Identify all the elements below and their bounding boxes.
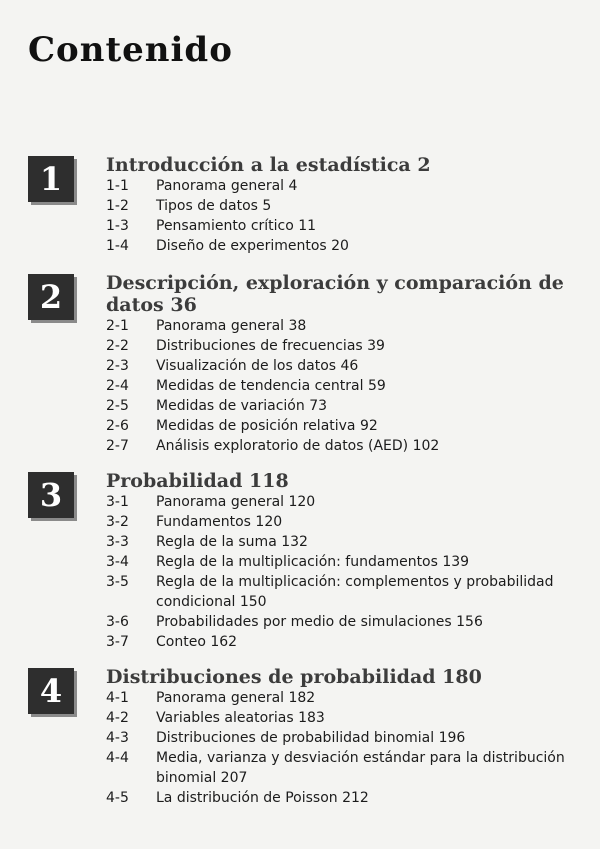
section-title: Regla de la multiplicación: complementos y probabilidad condicional 150 [156,574,554,610]
section-number: 4-1 [106,690,129,706]
section-list [106,176,586,256]
toc-entry[interactable] [106,708,586,728]
section-number: 2-7 [106,438,129,454]
section-number: 4-5 [106,790,129,806]
toc-entry[interactable] [106,788,586,808]
chapter-title[interactable]: Distribuciones de probabilidad 180 [106,666,482,688]
toc-entry[interactable] [106,216,586,236]
toc-entry[interactable] [106,436,586,456]
toc-entry[interactable] [106,552,586,572]
toc-entry[interactable] [106,176,586,196]
section-title: Medidas de variación 73 [156,398,328,414]
section-title: Regla de la suma 132 [156,534,308,550]
section-title: Diseño de experimentos 20 [156,238,349,254]
page-title: Contenido [28,30,233,70]
toc-entry[interactable] [106,728,586,748]
chapter-number-badge: 3 [28,472,74,518]
chapter-title[interactable]: Probabilidad 118 [106,470,289,492]
section-number: 3-7 [106,634,129,650]
section-number: 2-5 [106,398,129,414]
section-number: 3-6 [106,614,129,630]
toc-entry[interactable] [106,356,586,376]
chapter-number-badge: 4 [28,668,74,714]
section-number: 1-3 [106,218,129,234]
section-title: Panorama general 182 [156,690,316,706]
section-number: 1-4 [106,238,129,254]
section-title: Regla de la multiplicación: fundamentos 139 [156,554,470,570]
toc-entry[interactable] [106,612,586,632]
section-number: 2-3 [106,358,129,374]
section-title: Conteo 162 [156,634,238,650]
chapter-title[interactable]: Descripción, exploración y comparación de datos 36 [106,272,564,316]
toc-entry[interactable] [106,396,586,416]
section-number: 3-2 [106,514,129,530]
section-list [106,688,586,808]
section-title: Fundamentos 120 [156,514,283,530]
section-number: 1-2 [106,198,129,214]
toc-entry[interactable] [106,492,586,512]
section-number: 3-3 [106,534,129,550]
section-number: 4-3 [106,730,129,746]
section-number: 3-1 [106,494,129,510]
section-number: 4-4 [106,750,129,766]
section-number: 1-1 [106,178,129,194]
toc-entry[interactable] [106,632,586,652]
toc-entry[interactable] [106,196,586,216]
section-title: Pensamiento crítico 11 [156,218,317,234]
section-number: 2-6 [106,418,129,434]
toc-entry[interactable] [106,512,586,532]
toc-entry[interactable] [106,416,586,436]
toc-entry[interactable] [106,748,586,788]
section-title: Tipos de datos 5 [156,198,272,214]
section-title: Medidas de posición relativa 92 [156,418,378,434]
section-title: Distribuciones de probabilidad binomial 196 [156,730,466,746]
section-title: Panorama general 38 [156,318,307,334]
section-number: 3-5 [106,574,129,590]
toc-entry[interactable] [106,688,586,708]
toc-entry[interactable] [106,572,586,612]
section-title: Panorama general 4 [156,178,298,194]
section-number: 2-4 [106,378,129,394]
toc-entry[interactable] [106,316,586,336]
section-title: Medidas de tendencia central 59 [156,378,386,394]
toc-entry[interactable] [106,336,586,356]
section-number: 4-2 [106,710,129,726]
toc-entry[interactable] [106,532,586,552]
section-list [106,316,586,456]
section-title: Distribuciones de frecuencias 39 [156,338,385,354]
section-title: La distribución de Poisson 212 [156,790,369,806]
section-title: Variables aleatorias 183 [156,710,325,726]
section-title: Análisis exploratorio de datos (AED) 102 [156,438,440,454]
toc-entry[interactable] [106,236,586,256]
section-number: 2-1 [106,318,129,334]
toc-entry[interactable] [106,376,586,396]
chapter-title[interactable]: Introducción a la estadística 2 [106,154,431,176]
chapter-number-badge: 2 [28,274,74,320]
section-title: Panorama general 120 [156,494,316,510]
chapter-number-badge: 1 [28,156,74,202]
section-list [106,492,586,652]
section-number: 2-2 [106,338,129,354]
section-title: Probabilidades por medio de simulaciones 156 [156,614,483,630]
section-number: 3-4 [106,554,129,570]
section-title: Visualización de los datos 46 [156,358,359,374]
section-title: Media, varianza y desviación estándar para la distribución binomial 207 [156,750,565,786]
